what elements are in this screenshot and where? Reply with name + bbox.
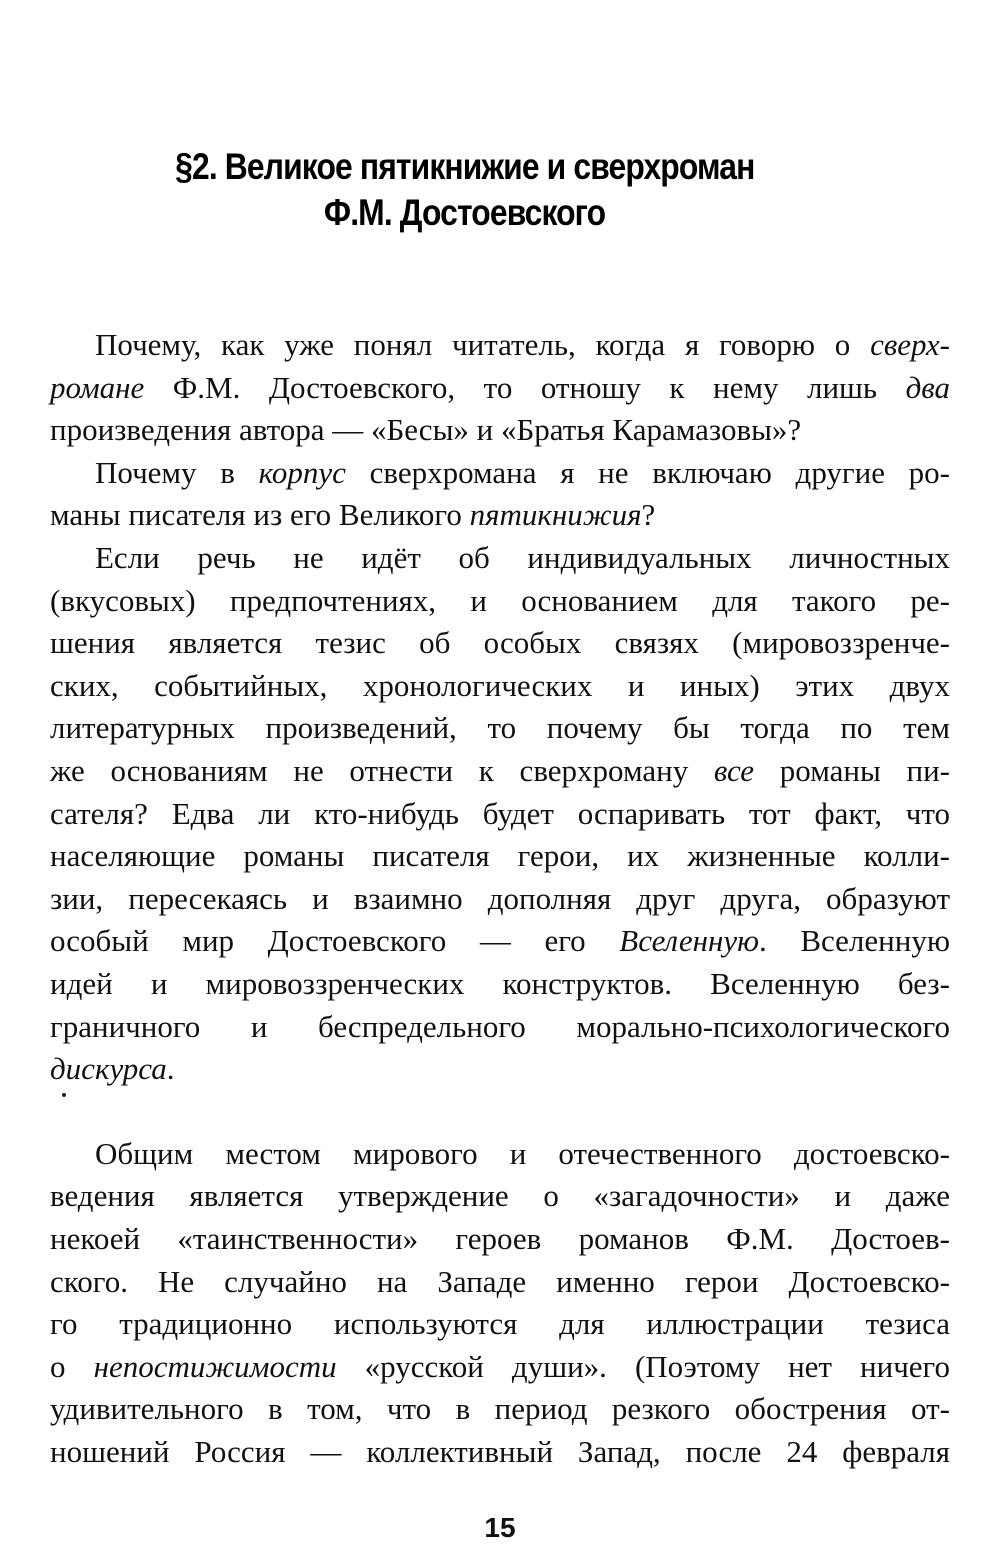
text-line: [95, 1134, 950, 1174]
italic-text: непостижимости: [93, 1349, 337, 1384]
text-segment: ского. Не случайно на Западе именно герои Достоевско-: [50, 1264, 950, 1299]
text-line: [50, 666, 950, 706]
text-segment: «русской души». (Поэтому нет ничего: [336, 1349, 950, 1384]
text-line: [50, 1262, 950, 1302]
text-segment: идей и мировоззренческих конструктов. Вселенную без-: [50, 966, 950, 1001]
text-segment: некоей «таинственности» героев романов Ф.М. Достоев-: [50, 1221, 950, 1256]
text-segment: ских, событийных, хронологических и иных) этих двух: [50, 668, 950, 703]
text-line: [50, 921, 950, 961]
text-segment: (вкусовых) предпочтениях, и основанием для такого ре-: [50, 583, 950, 618]
text-line: [50, 964, 950, 1004]
text-line: [50, 410, 950, 450]
text-line: [50, 879, 950, 919]
text-line: [50, 1389, 950, 1429]
text-segment: сверхромана я не включаю другие ро-: [345, 455, 950, 490]
text-line: [50, 495, 950, 535]
text-line: [50, 1219, 950, 1259]
text-segment: Общим местом мирового и отечественного достоевско-: [95, 1136, 950, 1171]
text-line: [50, 751, 950, 791]
text-segment: го традиционно используются для иллюстрации тезиса: [50, 1306, 950, 1341]
text-line: [50, 1176, 950, 1216]
text-segment: же основаниям не отнести к сверхроману: [50, 753, 714, 788]
text-segment: сателя? Едва ли кто-нибудь будет оспаривать тот факт, что: [50, 796, 950, 831]
section-heading-line-1: [0, 146, 930, 188]
text-segment: ношений Россия — коллективный Запад, после 24 февраля: [50, 1434, 950, 1469]
text-line: [50, 581, 950, 621]
italic-text: пятикнижия: [469, 497, 642, 532]
text-line: [50, 836, 950, 876]
text-segment: романы пи-: [754, 753, 950, 788]
text-line: [50, 1347, 950, 1387]
italic-text: сверх-: [870, 327, 950, 362]
text-segment: о: [50, 1349, 94, 1384]
text-line: [50, 1049, 950, 1089]
text-segment: удивительного в том, что в период резкого обострения от-: [50, 1391, 950, 1426]
heading-text: Ф.М. Достоевского: [324, 192, 606, 233]
section-heading-line-2: [0, 192, 930, 234]
text-segment: маны писателя из его Великого: [50, 497, 470, 532]
print-speck: [62, 1093, 66, 1097]
text-segment: Почему, как уже понял читатель, когда я говорю о: [95, 327, 871, 362]
text-segment: граничного и беспредельного морально-психологического: [50, 1009, 950, 1044]
text-segment: Если речь не идёт об индивидуальных личностных: [95, 540, 950, 575]
text-line: [95, 325, 950, 365]
text-segment: литературных произведений, то почему бы тогда по тем: [50, 710, 950, 745]
text-segment: населяющие романы писателя герои, их жизненные колли-: [50, 838, 950, 873]
italic-text: Вселенную: [619, 923, 759, 958]
text-line: [50, 1304, 950, 1344]
heading-text: §2. Великое пятикнижие и сверхроман: [175, 146, 755, 187]
italic-text: два: [905, 370, 950, 405]
text-segment: шения является тезис об особых связях (мировоззренче-: [50, 625, 950, 660]
text-segment: . Вселенную: [758, 923, 950, 958]
text-line: [50, 623, 950, 663]
text-segment: Ф.М. Достоевского, то отношу к нему лишь: [144, 370, 906, 405]
text-segment: произведения автора — «Бесы» и «Братья Карамазовы»?: [50, 412, 802, 447]
italic-text: корпус: [258, 455, 346, 490]
text-segment: особый мир Достоевского — его: [50, 923, 620, 958]
text-line: [50, 1007, 950, 1047]
text-segment: Почему в: [95, 455, 259, 490]
italic-text: все: [713, 753, 755, 788]
text-line: [50, 794, 950, 834]
text-line: [50, 368, 950, 408]
text-segment: ?: [641, 497, 656, 532]
italic-text: романе: [50, 370, 145, 405]
text-segment: зии, пересекаясь и взаимно дополняя друг друга, образуют: [50, 881, 950, 916]
text-segment: ведения является утверждение о «загадочности» и даже: [50, 1178, 950, 1213]
text-line: [95, 453, 950, 493]
text-line: [50, 1432, 950, 1472]
text-line: [95, 538, 950, 578]
text-segment: .: [166, 1051, 175, 1086]
italic-text: дискурса: [50, 1051, 167, 1086]
page-number: 15: [484, 1512, 516, 1543]
text-line: [50, 708, 950, 748]
